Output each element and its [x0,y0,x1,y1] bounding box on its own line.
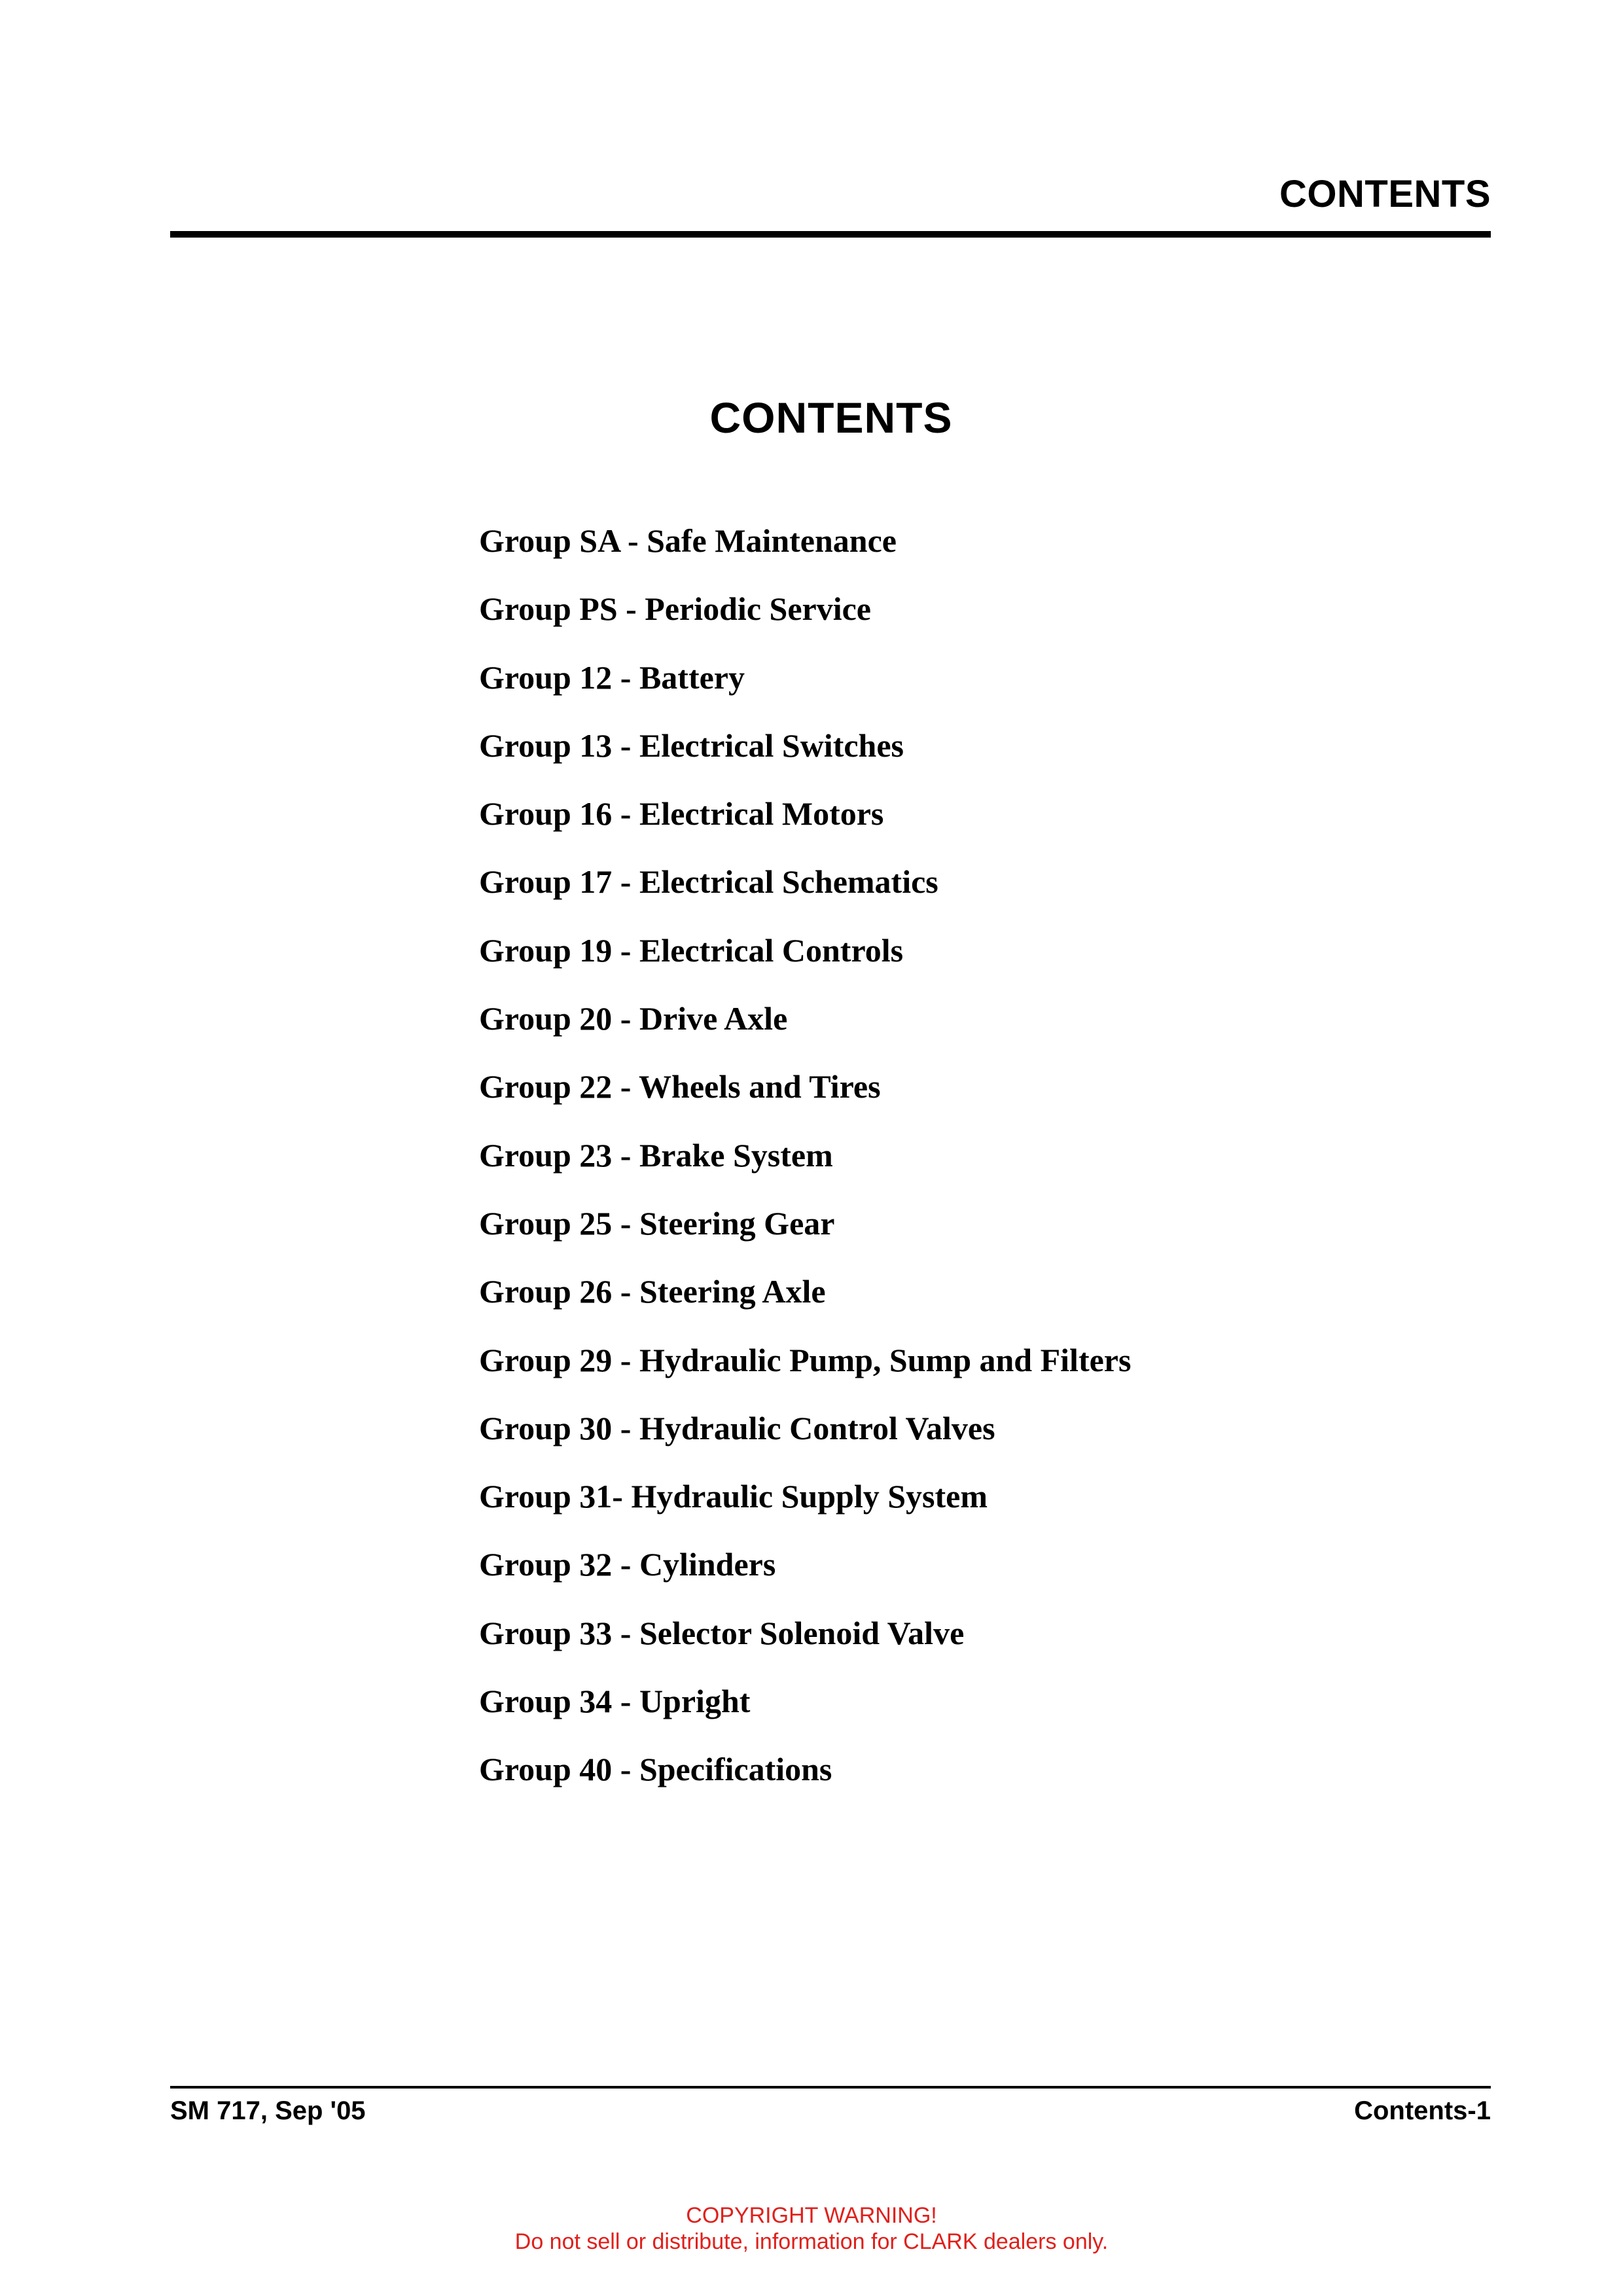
toc-item-group-20: Group 20 - Drive Axle [479,1000,788,1037]
toc-item-group-12: Group 12 - Battery [479,658,745,696]
toc-item-group-31: Group 31- Hydraulic Supply System [479,1478,988,1515]
table-of-contents [479,507,1131,1804]
toc-item-group-26: Group 26 - Steering Axle [479,1273,826,1310]
toc-item-group-33: Group 33 - Selector Solenoid Valve [479,1614,965,1651]
toc-item-group-19: Group 19 - Electrical Controls [479,931,904,969]
footer-divider [170,2086,1491,2089]
copyright-warning-text: Do not sell or distribute, information for CLARK dealers only. [514,2229,1109,2254]
footer-document-id: SM 717, Sep '05 [170,2096,366,2125]
toc-item-group-23: Group 23 - Brake System [479,1136,833,1174]
page-title: CONTENTS [709,393,953,442]
toc-item-group-25: Group 25 - Steering Gear [479,1204,835,1242]
toc-item-group-34: Group 34 - Upright [479,1683,751,1720]
toc-item-group-40: Group 40 - Specifications [479,1751,832,1788]
toc-item-group-32: Group 32 - Cylinders [479,1546,776,1583]
toc-item-group-17: Group 17 - Electrical Schematics [479,863,938,901]
toc-item-group-30: Group 30 - Hydraulic Control Valves [479,1409,995,1446]
toc-item-group-29: Group 29 - Hydraulic Pump, Sump and Filters [479,1341,1132,1378]
toc-item-group-sa: Group SA - Safe Maintenance [479,522,897,559]
running-header-title: CONTENTS [1279,173,1491,215]
copyright-warning-heading: COPYRIGHT WARNING! [686,2203,937,2228]
toc-item-group-22: Group 22 - Wheels and Tires [479,1068,881,1105]
toc-item-group-13: Group 13 - Electrical Switches [479,726,904,764]
toc-item-group-ps: Group PS - Periodic Service [479,590,871,628]
toc-item-group-16: Group 16 - Electrical Motors [479,795,884,833]
copyright-warning [0,2202,1623,2255]
header-divider [170,231,1491,238]
footer-page-number: Contents-1 [1354,2096,1491,2125]
